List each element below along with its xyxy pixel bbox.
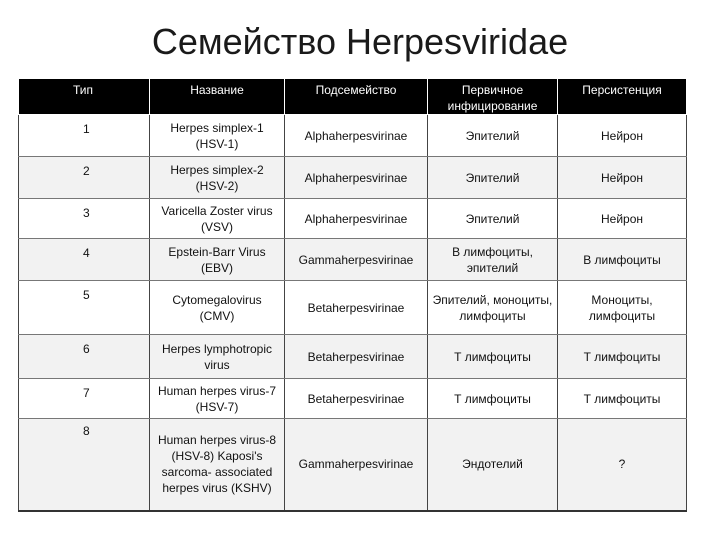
herpesviridae-table [18,79,687,512]
cell-name: Human herpes virus-8 (HSV-8) Kaposi's sarcoma- associated herpes virus (KSHV) [150,419,285,511]
cell-subfamily: Betaherpesvirinae [285,335,428,379]
cell-subfamily: Alphaherpesvirinae [285,115,428,157]
cell-type: 8 [19,419,150,511]
cell-persistence: Нейрон [558,115,687,157]
cell-primary-infection: Эпителий [428,157,558,199]
cell-persistence: Т лимфоциты [558,335,687,379]
header-subfamily: Подсемейство [285,79,428,115]
cell-persistence: Нейрон [558,157,687,199]
cell-primary-infection: В лимфоциты, эпителий [428,239,558,281]
cell-type: 7 [19,379,150,419]
table-row [19,199,687,239]
slide-title: Семейство Herpesviridae [151,21,569,62]
cell-name: Herpes lymphotropic virus [150,335,285,379]
table-row [19,157,687,199]
table-row [19,115,687,157]
cell-persistence: Т лимфоциты [558,379,687,419]
cell-type: 3 [19,199,150,239]
cell-type: 4 [19,239,150,281]
cell-name: Human herpes virus-7 (HSV-7) [150,379,285,419]
cell-subfamily: Gammaherpesvirinae [285,239,428,281]
cell-type: 2 [19,157,150,199]
cell-name: Herpes simplex-1 (HSV-1) [150,115,285,157]
cell-type: 1 [19,115,150,157]
cell-type: 5 [19,281,150,335]
table-header-row [19,79,687,115]
cell-primary-infection: Т лимфоциты [428,379,558,419]
cell-name: Varicella Zoster virus (VSV) [150,199,285,239]
table-row [19,239,687,281]
cell-subfamily: Betaherpesvirinae [285,379,428,419]
cell-persistence: Нейрон [558,199,687,239]
header-name: Название [150,79,285,115]
header-persistence: Персистенция [558,79,687,115]
table-row [19,419,687,511]
cell-name: Herpes simplex-2 (HSV-2) [150,157,285,199]
cell-primary-infection: Эпителий [428,199,558,239]
header-primary-infection: Первичное инфицирование [428,79,558,115]
cell-subfamily: Alphaherpesvirinae [285,157,428,199]
cell-primary-infection: Т лимфоциты [428,335,558,379]
cell-name: Cytomegalovirus (CMV) [150,281,285,335]
cell-persistence: В лимфоциты [558,239,687,281]
table-row [19,379,687,419]
table-row [19,281,687,335]
cell-type: 6 [19,335,150,379]
cell-persistence: ? [558,419,687,511]
cell-subfamily: Betaherpesvirinae [285,281,428,335]
cell-primary-infection: Эндотелий [428,419,558,511]
cell-primary-infection: Эпителий, моноциты, лимфоциты [428,281,558,335]
cell-persistence: Моноциты, лимфоциты [558,281,687,335]
cell-subfamily: Alphaherpesvirinae [285,199,428,239]
cell-subfamily: Gammaherpesvirinae [285,419,428,511]
cell-primary-infection: Эпителий [428,115,558,157]
cell-name: Epstein-Barr Virus (EBV) [150,239,285,281]
header-type: Тип [19,79,150,115]
table-row [19,335,687,379]
